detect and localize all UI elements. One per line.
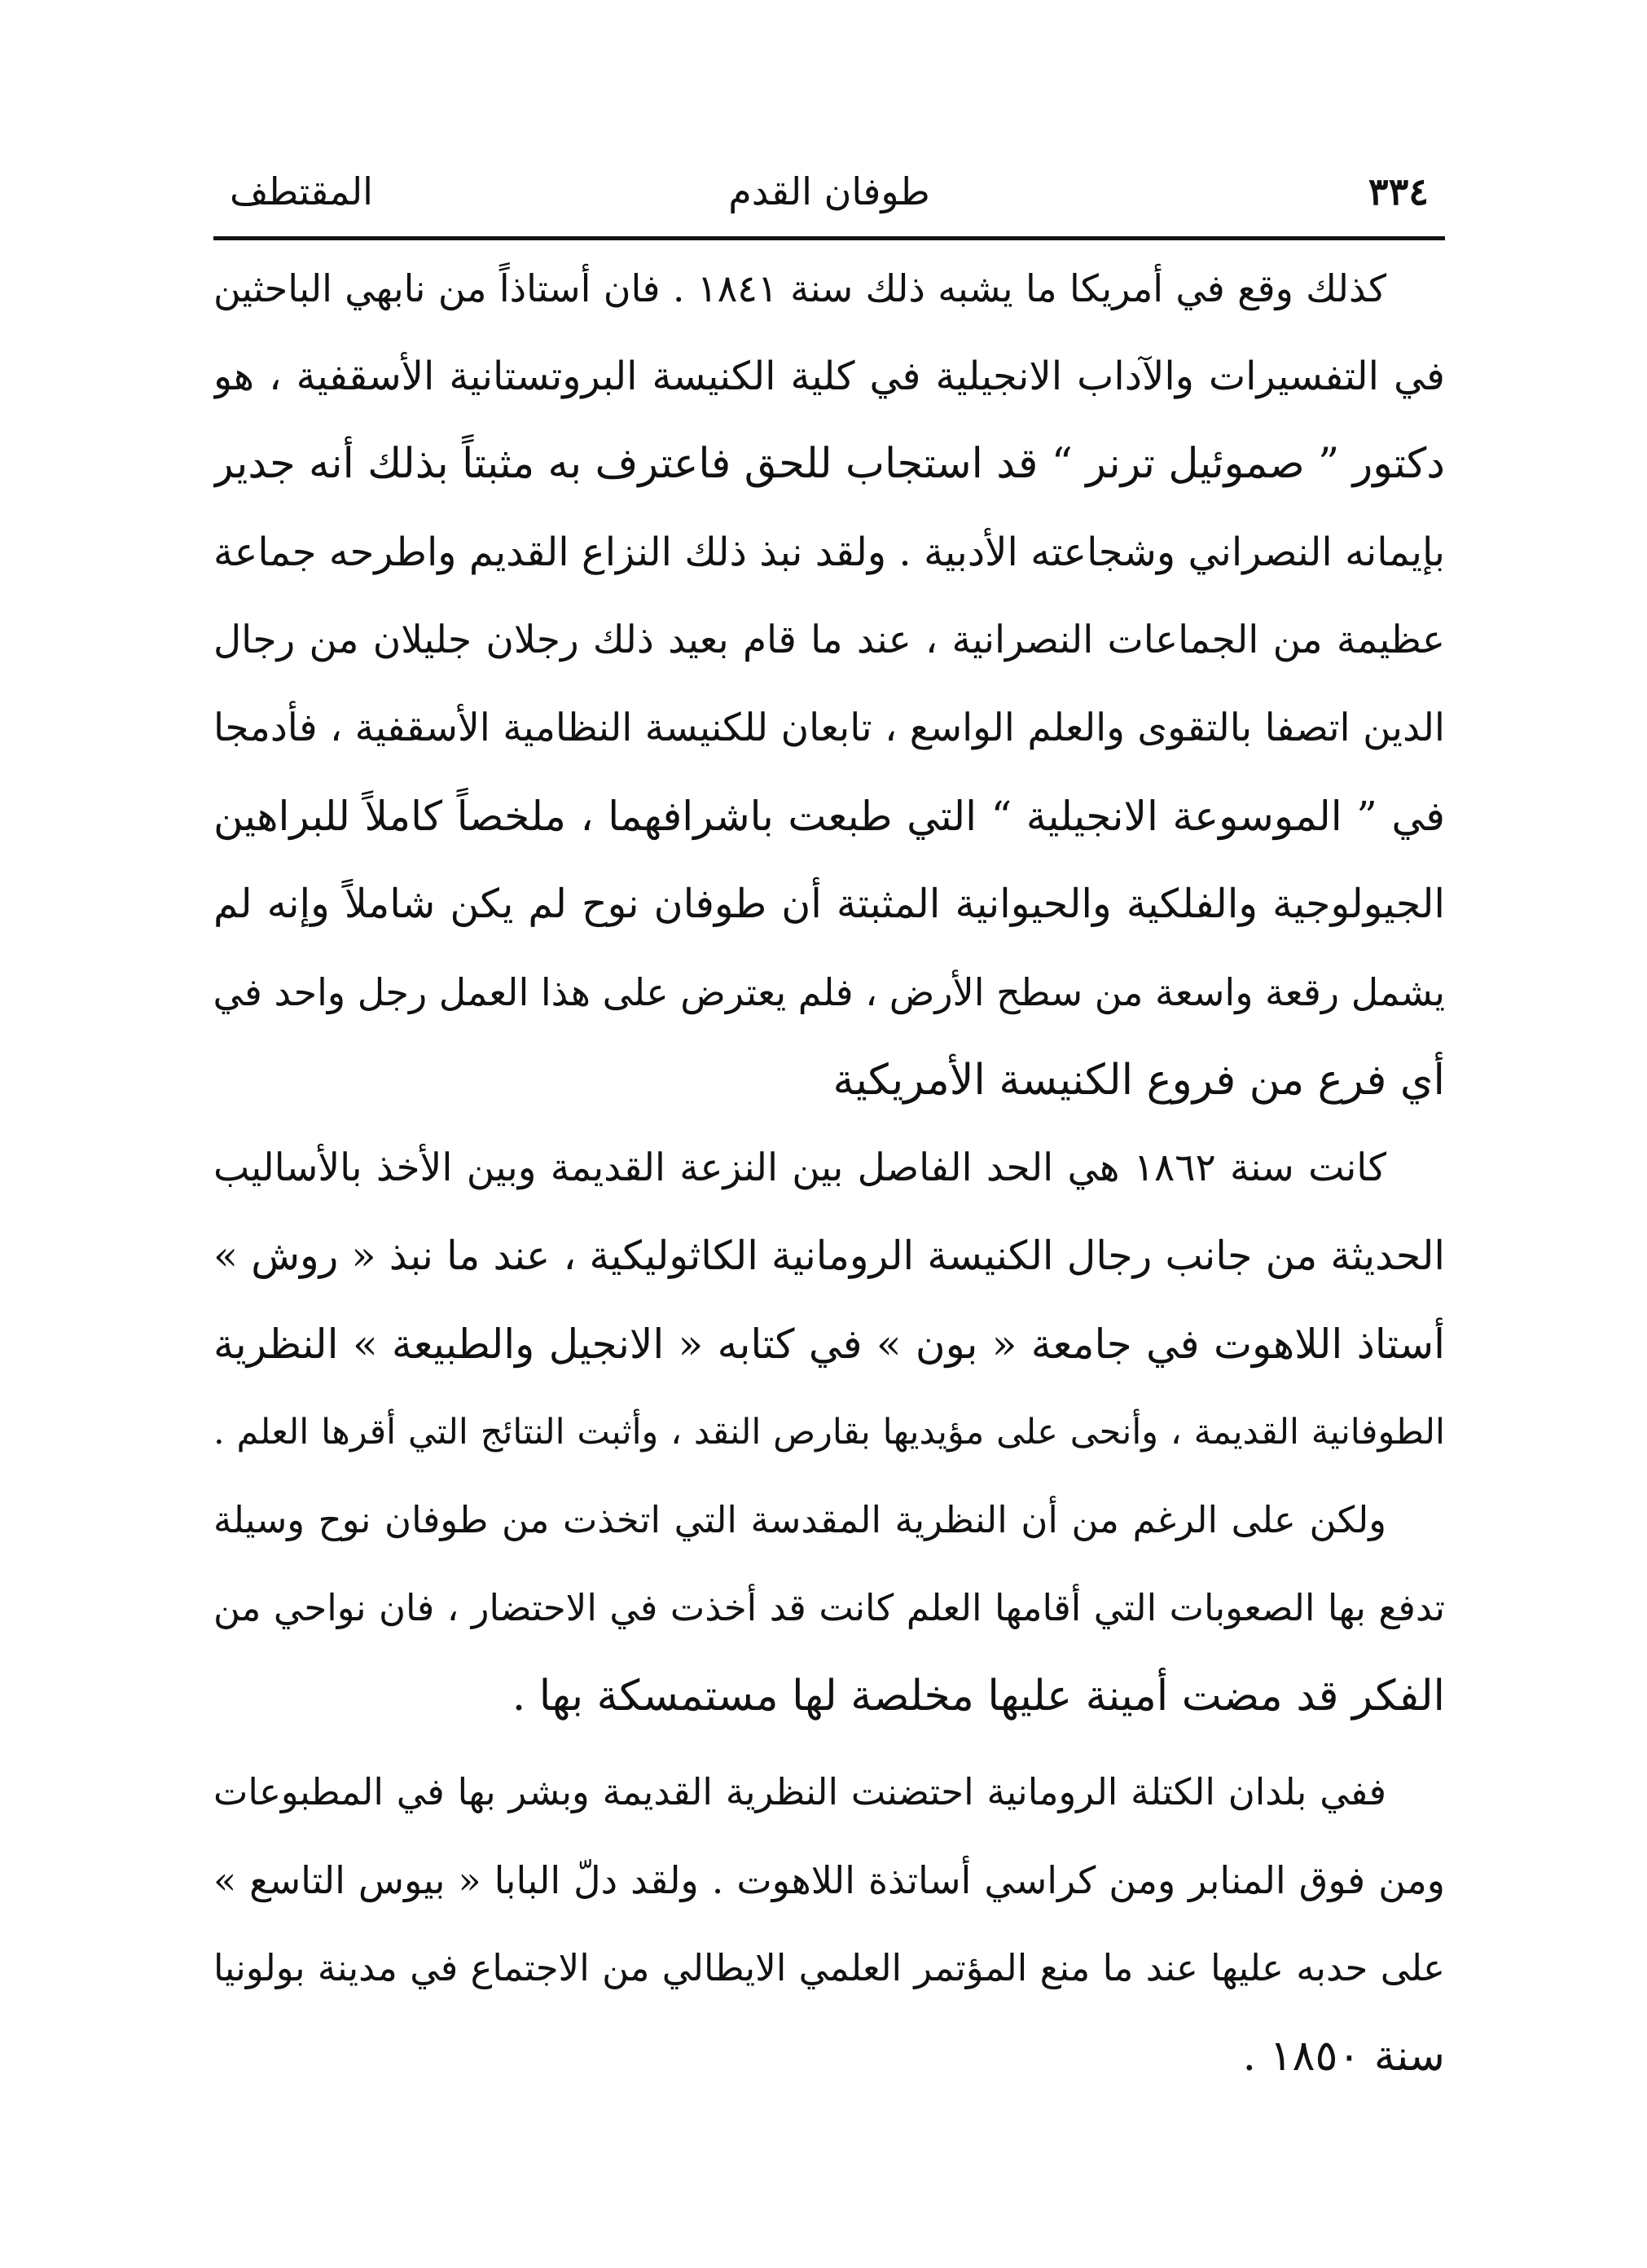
journal-name: المقتطف: [230, 169, 373, 213]
text-line: دكتور ” صموئيل ترنر “ قد استجاب للحق فاعترف به مثبتاً بذلك أنه جدير: [213, 440, 1445, 488]
text-line: كذلك وقع في أمريكا ما يشبه ذلك سنة ١٨٤١ . فان أستاذاً من نابهي الباحثين: [213, 266, 1386, 310]
paragraph-2: [213, 1124, 1445, 1476]
text-line: عظيمة من الجماعات النصرانية ، عند ما قام بعيد ذلك رجلان جليلان من رجال: [213, 618, 1445, 662]
text-line: تدفع بها الصعوبات التي أقامها العلم كانت قد أخذت في الاحتضار ، فان نواحي من: [213, 1586, 1445, 1629]
paragraph-4: [213, 1748, 1445, 2100]
paragraph-1: [213, 244, 1445, 1124]
text-line: كانت سنة ١٨٦٢ هي الحد الفاصل بين النزعة القديمة وبين الأخذ بالأساليب: [213, 1145, 1386, 1190]
text-line: ففي بلدان الكتلة الرومانية احتضنت النظرية القديمة وبشر بها في المطبوعات: [213, 1770, 1386, 1813]
text-line: الدين اتصفا بالتقوى والعلم الواسع ، تابعان للكنيسة النظامية الأسقفية ، فأدمجا: [213, 705, 1445, 750]
page-number: ٣٣٤: [1368, 169, 1429, 213]
body-text: [213, 244, 1445, 2100]
text-line: في التفسيرات والآداب الانجيلية في كلية الكنيسة البروتستانية الأسقفية ، هو: [213, 354, 1445, 399]
header-rule: [213, 236, 1445, 240]
text-line: ولكن على الرغم من أن النظرية المقدسة التي اتخذت من طوفان نوح وسيلة: [213, 1498, 1386, 1541]
text-line: على حدبه عليها عند ما منع المؤتمر العلمي الايطالي من الاجتماع في مدينة بولونيا: [213, 1946, 1445, 1989]
text-line: الجيولوجية والفلكية والحيوانية المثبتة أن طوفان نوح لم يكن شاملاً وإنه لم: [213, 881, 1445, 927]
text-line: في ” الموسوعة الانجيلية “ التي طبعت باشرافهما ، ملخصاً كاملاً للبراهين: [213, 793, 1445, 840]
text-line: الحديثة من جانب رجال الكنيسة الرومانية الكاثوليكية ، عند ما نبذ « روش »: [213, 1233, 1445, 1279]
text-line: الطوفانية القديمة ، وأنحى على مؤيديها بقارص النقد ، وأثبت النتائج التي أقرها العلم .: [213, 1412, 1445, 1453]
text-line: بإيمانه النصراني وشجاعته الأدبية . ولقد نبذ ذلك النزاع القديم واطرحه جماعة: [213, 530, 1445, 575]
text-line: ومن فوق المنابر ومن كراسي أساتذة اللاهوت . ولقد دلّ البابا « بيوس التاسع »: [213, 1858, 1445, 1902]
running-title: طوفان القدم: [728, 169, 930, 213]
text-line: أي فرع من فروع الكنيسة الأمريكية: [832, 1056, 1445, 1105]
page-header: [213, 155, 1445, 228]
text-line: أستاذ اللاهوت في جامعة « بون » في كتابه « الانجيل والطبيعة » النظرية: [213, 1321, 1445, 1368]
text-line: يشمل رقعة واسعة من سطح الأرض ، فلم يعترض على هذا العمل رجل واحد في: [213, 970, 1445, 1014]
paragraph-3: [213, 1476, 1445, 1740]
text-line: سنة ١٨٥٠ .: [1242, 2032, 1445, 2081]
text-line: الفكر قد مضت أمينة عليها مخلصة لها مستمسكة بها .: [512, 1672, 1445, 1721]
